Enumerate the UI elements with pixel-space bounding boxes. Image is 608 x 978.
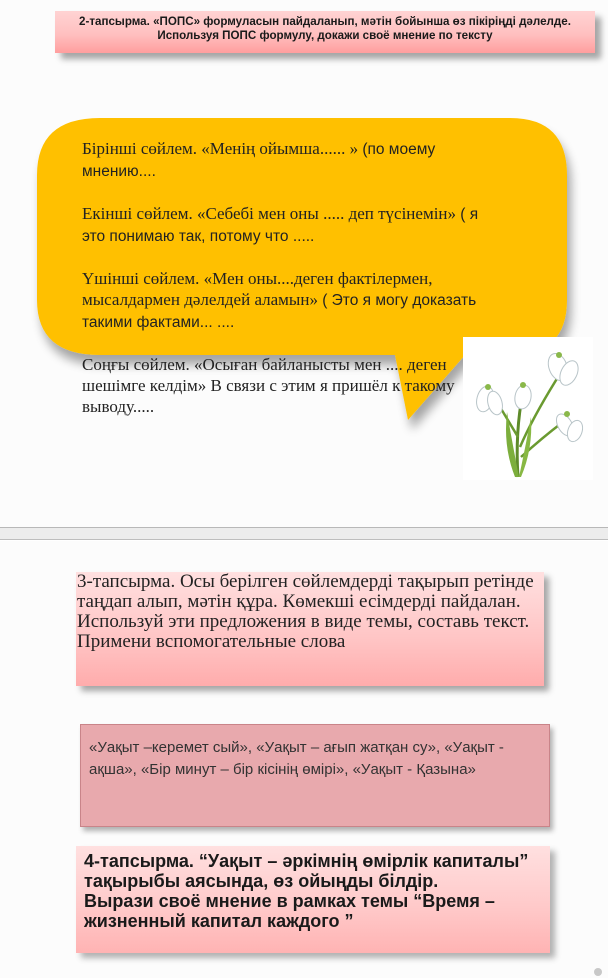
sentence-1: Бірінші сөйлем. «Менің ойымша...... » (по моему мнению.... — [82, 139, 436, 180]
task3-text — [77, 572, 547, 652]
popc-sentences — [82, 138, 502, 438]
task2-title-kz: 2-тапсырма. «ПОПС» формуласын пайдаланып, мәтін бойынша өз пікіріңді дәлелде. — [79, 15, 571, 28]
page-indicator-dot — [594, 968, 602, 976]
snowdrop-flower-icon — [463, 337, 593, 480]
helper-phrases: «Уақыт –керемет сый», «Уақыт – ағып жатқан су», «Уақыт - ақша», «Бір минут – бір кісінің өмірі», «Уақыт - Қазына» — [89, 739, 504, 778]
slide-separator — [0, 528, 608, 540]
task2-title-ru: Используя ПОПС формулу, докажи своё мнение по тексту — [157, 29, 493, 42]
task4-ru: Вырази своё мнение в рамках темы “Время – жизненный капитал каждого ” — [84, 891, 495, 931]
task3-ru: Используй эти предложения в виде темы, составь текст. Примени вспомогательные слова — [77, 611, 530, 652]
sentence-2: Екінші сөйлем. «Себебі мен оны ..... деп түсінемін» ( я это понимаю так, потому что ..... — [82, 204, 479, 245]
task3-kz: 3-тапсырма. Осы берілген сөйлемдерді тақырып ретінде таңдап алып, мәтін құра. Көмекші есімдерді пайдалан. — [77, 571, 534, 612]
slide-task-3-4 — [0, 541, 608, 978]
sentence-3: Үшінші сөйлем. «Мен оны....деген фактілермен, мысалдармен дәлелдей аламын» ( Это я могу доказать такими фактами... .... — [82, 269, 477, 331]
task4-kz: 4-тапсырма. “Уақыт – әркімнің өмірлік капиталы” тақырыбы аясында, өз ойыңды білдір. — [84, 851, 529, 891]
task4-box — [76, 846, 550, 953]
helper-phrases-box — [80, 724, 550, 827]
sentence-4: Соңғы сөйлем. «Осыған байланысты мен .... деген шешімге келдім» В связи с этим я пришёл к такому выводу..... — [82, 355, 455, 416]
